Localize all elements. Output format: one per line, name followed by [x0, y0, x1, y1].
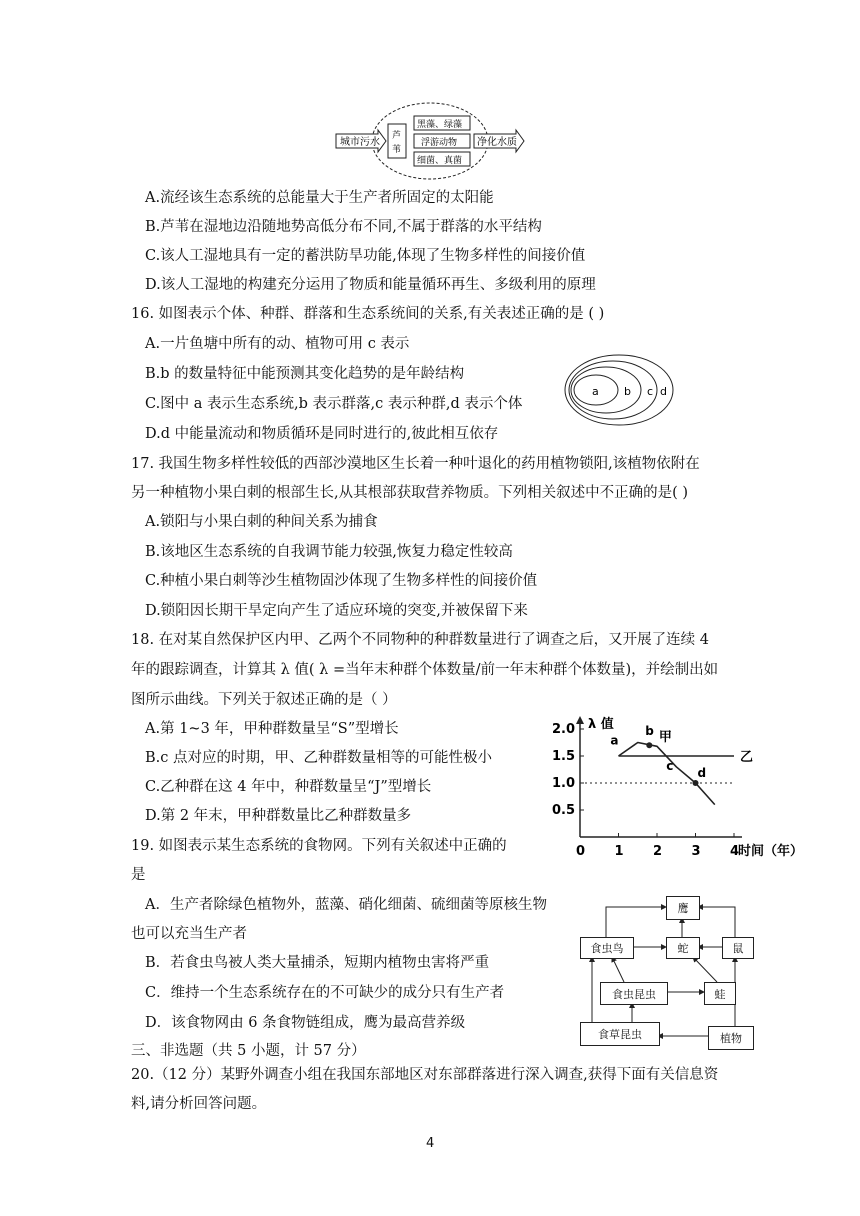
- source-label: 城市污水: [340, 137, 380, 148]
- x-tick-label: 2: [653, 844, 663, 859]
- q17-stem-line2: 另一种植物小果白刺的根部生长,从其根部获取营养物质。下列相关叙述中不正确的是( ): [131, 485, 689, 501]
- ellipse-label-c: c: [647, 385, 654, 398]
- q16-option-b: B.b 的数量特征中能预测其变化趋势的是年龄结构: [145, 366, 465, 382]
- q17-stem-line1: 17. 我国生物多样性较低的西部沙漠地区生长着一种叶退化的药用植物锁阳,该植物依附在: [131, 456, 700, 472]
- q15-option-c: C.该人工湿地具有一定的蓄洪防旱功能,体现了生物多样性的间接价值: [145, 248, 586, 264]
- point-label-c: c: [666, 759, 674, 773]
- food-web-eagle: 鹰: [666, 896, 700, 920]
- chart-ylabel: λ 值: [588, 717, 614, 732]
- q18-option-b: B.c 点对应的时期，甲、乙种群数量相等的可能性极小: [145, 750, 492, 766]
- x-tick-label: 0: [576, 844, 586, 859]
- q17-option-b: B.该地区生态系统的自我调节能力较强,恢复力稳定性较高: [145, 544, 513, 560]
- y-tick-label: 2.0: [552, 722, 576, 737]
- x-tick-label: 1: [614, 844, 624, 859]
- food-web-insectivorous-bird: 食虫鸟: [580, 937, 634, 959]
- ellipse-label-d: d: [660, 385, 667, 398]
- page-number: 4: [426, 1136, 435, 1151]
- q19-option-b: B．若食虫鸟被人类大量捕杀，短期内植物虫害将严重: [145, 955, 490, 971]
- food-web-mouse: 鼠: [722, 937, 754, 959]
- point-d: [693, 780, 699, 786]
- x-tick-label: 3: [691, 844, 701, 859]
- q15-option-d: D.该人工湿地的构建充分运用了物质和能量循环再生、多级利用的原理: [145, 277, 596, 293]
- q19-option-d: D．该食物网由 6 条食物链组成，鹰为最高营养级: [145, 1015, 466, 1031]
- food-web-herbivorous-insect: 食草昆虫: [580, 1022, 660, 1046]
- point-label-d: d: [697, 766, 707, 780]
- food-web-frog: 蛙: [704, 982, 736, 1005]
- q18-stem-line1: 18. 在对某自然保护区内甲、乙两个不同物种的种群数量进行了调查之后，又开展了连续 4: [131, 632, 709, 648]
- q17-option-d: D.锁阳因长期干旱定向产生了适应环境的突变,并被保留下来: [145, 603, 528, 619]
- x-tick-label: 4: [730, 844, 740, 859]
- reed-label-2: 苇: [392, 145, 402, 155]
- q19-option-a-line1: A．生产者除绿色植物外，蓝藻、硝化细菌、硫细菌等原核生物: [145, 897, 547, 913]
- ellipse-label-a: a: [592, 385, 599, 398]
- q18-option-c: C.乙种群在这 4 年中，种群数量呈“J”型增长: [145, 779, 432, 795]
- wetland-diagram-svg: [330, 100, 530, 182]
- food-web-diagram: [572, 890, 762, 1050]
- ellipse-label-b: b: [624, 385, 631, 398]
- food-web-snake: 蛇: [666, 937, 700, 959]
- food-web-insectivorous-insect: 食虫昆虫: [600, 982, 668, 1005]
- nested-ellipses-diagram: [562, 352, 676, 428]
- q20-line2: 料,请分析回答问题。: [131, 1096, 267, 1112]
- q16-option-d: D.d 中能量流动和物质循环是同时进行的,彼此相互依存: [145, 426, 499, 442]
- q19-option-c: C．维持一个生态系统存在的不可缺少的成分只有生产者: [145, 985, 505, 1001]
- q16-option-a: A.一片鱼塘中所有的动、植物可用 c 表示: [145, 336, 410, 352]
- series-jia-label: 甲: [658, 729, 672, 745]
- series-yi-label: 乙: [740, 750, 754, 765]
- y-tick-label: 1.5: [552, 749, 576, 764]
- y-axis-arrow: [576, 716, 584, 724]
- q18-option-d: D.第 2 年末，甲种群数量比乙种群数量多: [145, 808, 412, 824]
- q19-stem-line2: 是: [131, 867, 146, 883]
- point-b: [646, 742, 652, 748]
- organism-1: 黑藻、绿藻: [417, 120, 463, 130]
- output-label: 净化水质: [477, 137, 517, 148]
- q19-option-a-line2: 也可以充当生产者: [131, 926, 247, 942]
- chart-xlabel: 时间（年）: [738, 844, 804, 859]
- organism-2: 浮游动物: [421, 138, 458, 148]
- point-label-a: a: [610, 733, 619, 748]
- q19-stem-line1: 19. 如图表示某生态系统的食物网。下列有关叙述中正确的: [131, 838, 507, 854]
- organism-3: 细菌、真菌: [417, 156, 463, 166]
- point-label-b: b: [645, 724, 654, 739]
- lambda-chart: [540, 712, 804, 862]
- q15-option-a: A.流经该生态系统的总能量大于生产者所固定的太阳能: [145, 190, 494, 206]
- y-tick-label: 0.5: [552, 803, 576, 818]
- reed-label-1: 芦: [392, 131, 402, 141]
- q15-option-b: B.芦苇在湿地边沿随地势高低分布不同,不属于群落的水平结构: [145, 219, 542, 235]
- q17-option-c: C.种植小果白刺等沙生植物固沙体现了生物多样性的间接价值: [145, 573, 538, 589]
- q18-stem-line2: 年的跟踪调查，计算其 λ 值( λ =当年末种群个体数量/前一年末种群个体数量)，并绘制出如: [131, 662, 719, 678]
- q18-stem-line3: 图所示曲线。下列关于叙述正确的是（ ）: [131, 692, 397, 708]
- section3-title: 三、非选题（共 5 小题，计 57 分）: [131, 1043, 366, 1059]
- y-tick-label: 1.0: [552, 776, 576, 791]
- q18-option-a: A.第 1~3 年，甲种群数量呈“S”型增长: [145, 721, 399, 737]
- food-web-plant: 植物: [708, 1026, 754, 1050]
- q17-option-a: A.锁阳与小果白刺的种间关系为捕食: [145, 514, 378, 530]
- q20-line1: 20.（12 分）某野外调查小组在我国东部地区对东部群落进行深入调查,获得下面有关信息资: [131, 1067, 719, 1083]
- q16-stem: 16. 如图表示个体、种群、群落和生态系统间的关系,有关表述正确的是 ( ): [131, 306, 605, 322]
- q16-option-c: C.图中 a 表示生态系统,b 表示群落,c 表示种群,d 表示个体: [145, 396, 523, 412]
